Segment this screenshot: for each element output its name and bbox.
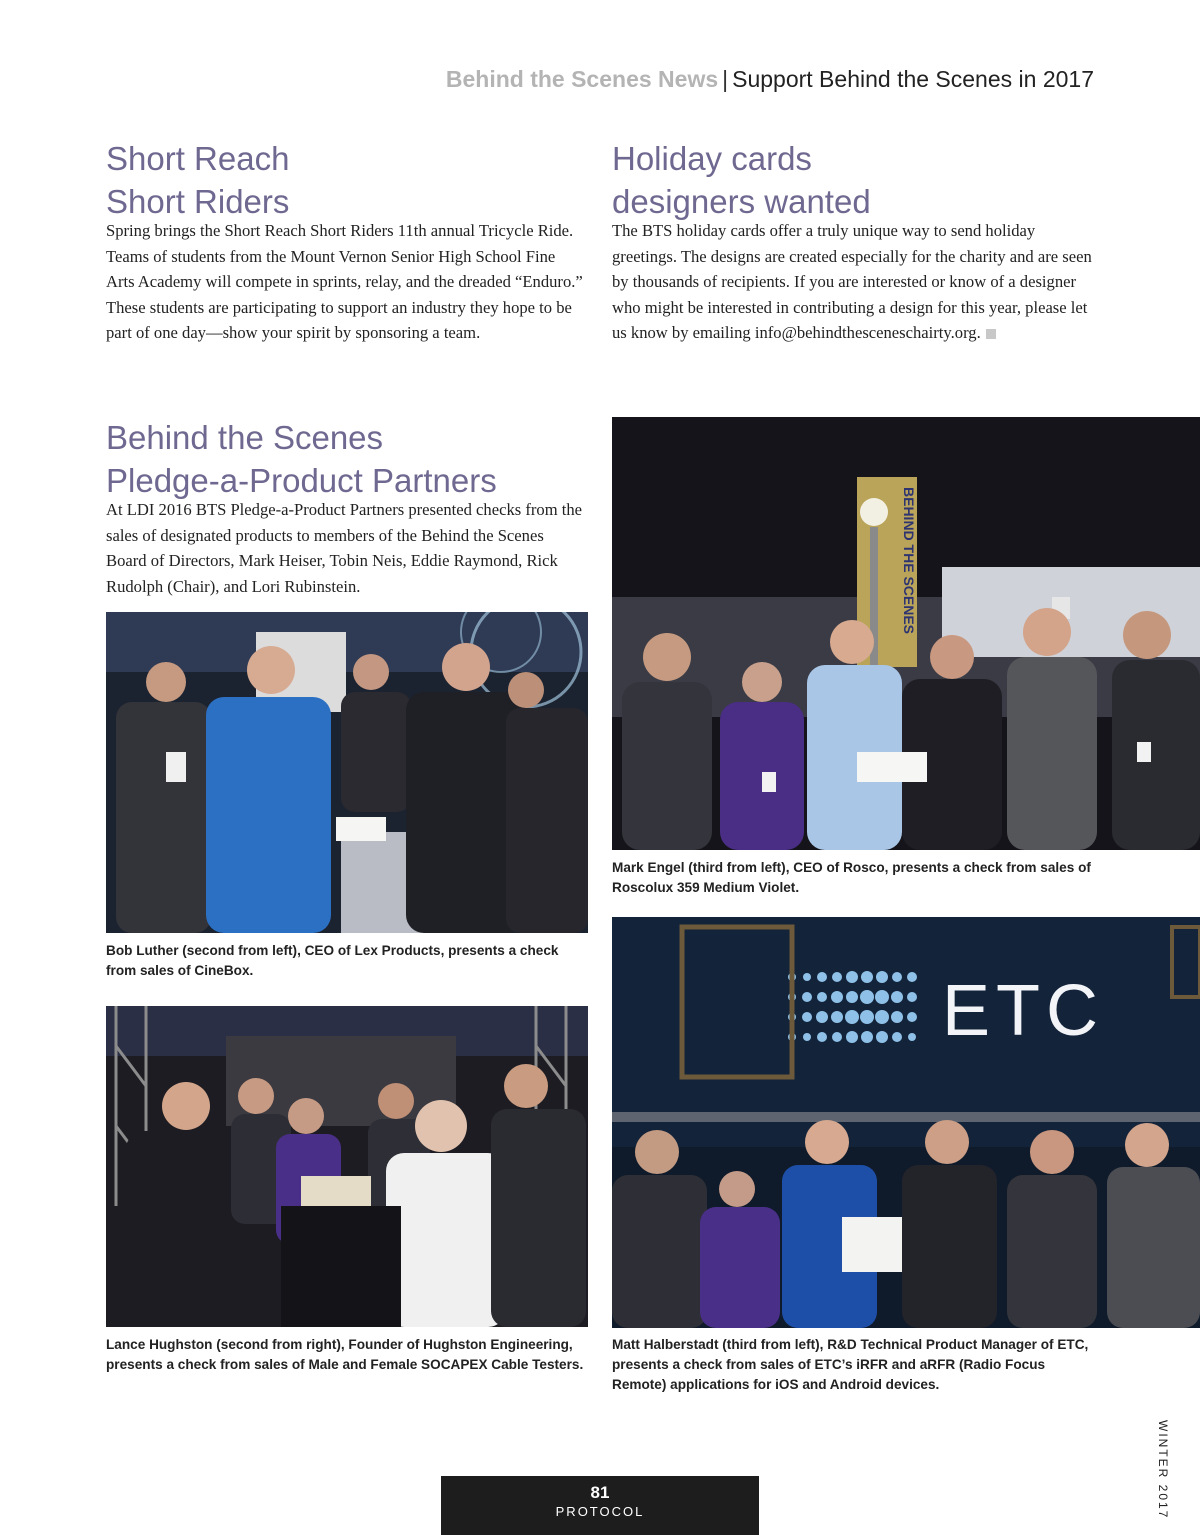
photo-rosco-image [612, 417, 1200, 850]
running-header [446, 66, 1094, 93]
headline-pledge-partners [106, 416, 497, 502]
headline-line: Holiday cards [612, 140, 812, 177]
headline-short-reach [106, 137, 289, 223]
headline-line: Pledge-a-Product Partners [106, 462, 497, 499]
headline-holiday-cards [612, 137, 871, 223]
banner-text: BEHIND THE SCENES [901, 487, 917, 635]
caption-hughston: Lance Hughston (second from right), Founder of Hughston Engineering, presents a check from sales of Male and Female SOCAPEX Cable Testers. [106, 1337, 584, 1372]
photo-hughston [106, 1006, 588, 1327]
photo-etc-image [612, 917, 1200, 1328]
caption-lex: Bob Luther (second from left), CEO of Lex Products, presents a check from sales of CineBox. [106, 943, 559, 978]
page-number: 81 [590, 1483, 610, 1502]
issue-label: WINTER 2017 [1156, 1420, 1170, 1520]
photo-hughston-image [106, 1006, 588, 1327]
body-holiday-cards [612, 218, 1100, 346]
caption-etc: Matt Halberstadt (third from left), R&D Technical Product Manager of ETC, presents a check from sales of ETC’s iRFR and aRFR (Radio Focus Remote) applications for iOS and Android devices. [612, 1337, 1089, 1392]
page-folio [441, 1476, 759, 1535]
headline-line: designers wanted [612, 183, 871, 220]
body-pledge-partners: At LDI 2016 BTS Pledge-a-Product Partners presented checks from the sales of designated products to members of the Behind the Scenes Board of Directors, Mark Heiser, Tobin Neis, Eddie Raymond, Rick Rudolph (Chair), and Lori Rubinstein. [106, 500, 583, 596]
end-of-article-mark [986, 329, 996, 339]
header-topic: Support Behind the Scenes in 2017 [732, 66, 1094, 92]
photo-lex [106, 612, 588, 933]
headline-line: Short Riders [106, 183, 290, 220]
photo-rosco [612, 417, 1200, 850]
headline-line: Short Reach [106, 140, 290, 177]
body-text: The BTS holiday cards offer a truly unique way to send holiday greetings. The designs are created especially for the charity and are seen by thousands of recipients. If you are interested or know of a designer who might be interested in contributing a design for this year, please let us know by emailing info@behindthesceneschairty.org. [612, 221, 1092, 343]
photo-lex-image [106, 612, 588, 933]
caption-rosco: Mark Engel (third from left), CEO of Rosco, presents a check from sales of Roscolux 359 Medium Violet. [612, 860, 1091, 895]
etc-sign-text: ETC [942, 971, 1104, 1051]
publication-name: PROTOCOL [555, 1504, 645, 1519]
photo-etc [612, 917, 1200, 1328]
header-separator: | [722, 66, 729, 92]
headline-line: Behind the Scenes [106, 419, 384, 456]
body-short-reach: Spring brings the Short Reach Short Riders 11th annual Tricycle Ride. Teams of students from the Mount Vernon Senior High School Fine Arts Academy will compete in sprints, relay, and the dreaded “Enduro.” These students are participating to support an industry they hope to be part of one day—show your spirit by sponsoring a team. [106, 221, 583, 343]
header-section: Behind the Scenes News [445, 66, 719, 92]
